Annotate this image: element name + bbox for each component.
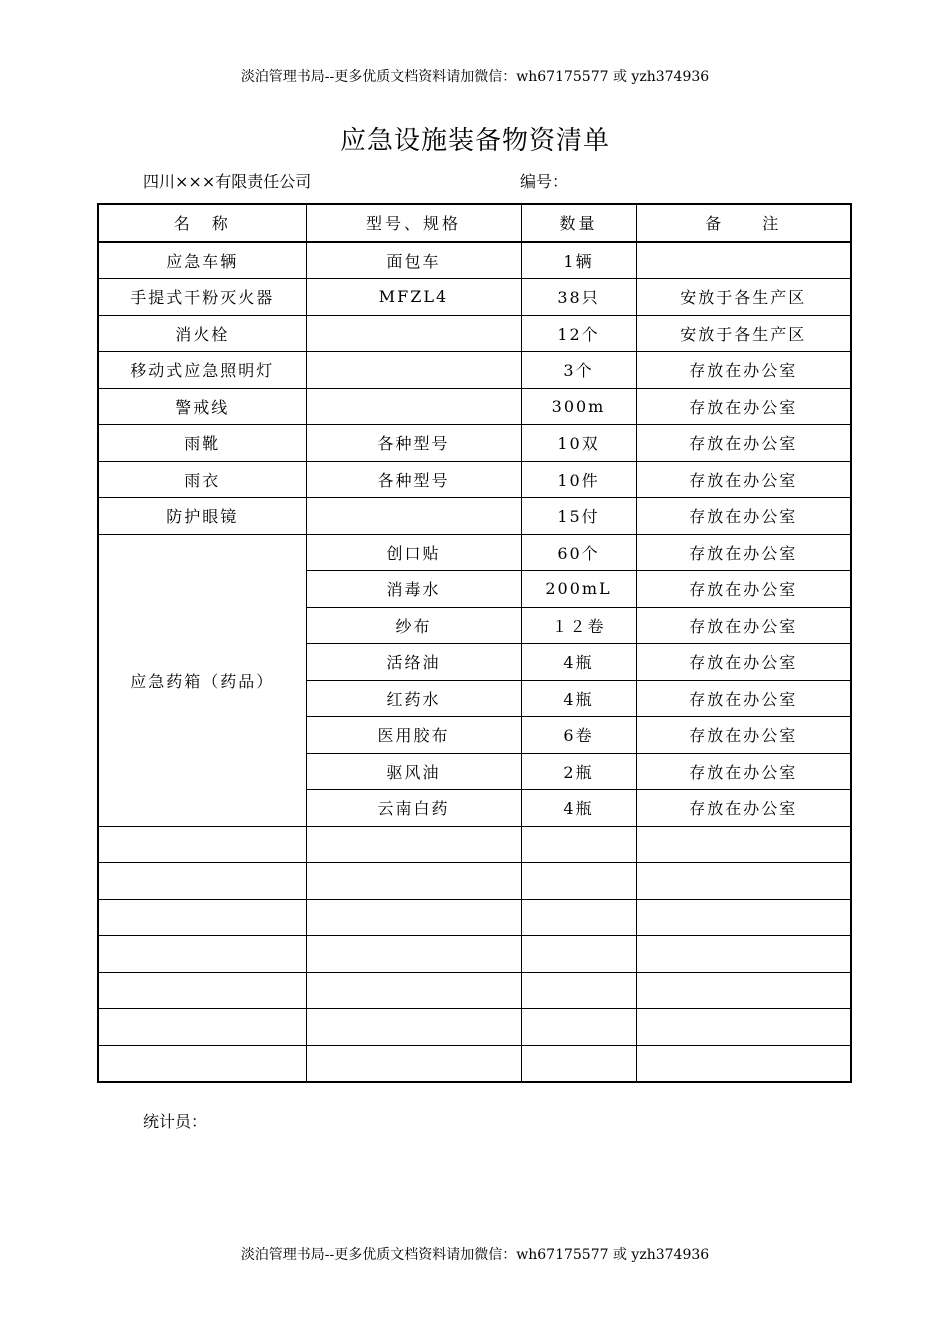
cell-spec: [306, 388, 521, 425]
footer-note: 淡泊管理书局--更多优质文档资料请加微信：wh67175577 或 yzh374936: [240, 1247, 710, 1263]
empty-cell: [521, 936, 636, 973]
empty-cell: [306, 863, 521, 900]
cell-qty: 6卷: [521, 717, 636, 754]
cell-spec: [306, 498, 521, 535]
cell-qty: 10件: [521, 461, 636, 498]
cell-note: 存放在办公室: [636, 680, 851, 717]
cell-qty: 60个: [521, 534, 636, 571]
statistician-label: 统计员：: [143, 1112, 208, 1131]
empty-cell: [521, 826, 636, 863]
company-name: 四川×××有限责任公司: [143, 172, 312, 191]
cell-spec: 云南白药: [306, 790, 521, 827]
empty-cell: [521, 899, 636, 936]
empty-cell: [98, 899, 306, 936]
empty-cell: [98, 1045, 306, 1082]
empty-cell: [636, 826, 851, 863]
empty-cell: [306, 899, 521, 936]
cell-name: 手提式干粉灭火器: [98, 279, 306, 316]
empty-cell: [98, 1009, 306, 1046]
document-number-label: 编号：: [520, 172, 569, 191]
cell-qty: 4瓶: [521, 644, 636, 681]
empty-cell: [636, 1045, 851, 1082]
cell-note: 存放在办公室: [636, 461, 851, 498]
cell-spec: 面包车: [306, 242, 521, 279]
cell-qty: 2瓶: [521, 753, 636, 790]
table-row: [98, 534, 851, 571]
cell-note: 存放在办公室: [636, 388, 851, 425]
empty-row: [98, 899, 851, 936]
empty-row: [98, 1009, 851, 1046]
cell-qty: 4瓶: [521, 790, 636, 827]
cell-spec: 各种型号: [306, 461, 521, 498]
cell-note: 存放在办公室: [636, 571, 851, 608]
empty-cell: [521, 863, 636, 900]
cell-note: 存放在办公室: [636, 607, 851, 644]
cell-spec: 创口贴: [306, 534, 521, 571]
cell-name: 移动式应急照明灯: [98, 352, 306, 389]
header-note: 淡泊管理书局--更多优质文档资料请加微信：wh67175577 或 yzh374936: [240, 69, 710, 85]
empty-cell: [636, 1009, 851, 1046]
empty-cell: [521, 972, 636, 1009]
cell-qty: １２卷: [521, 607, 636, 644]
empty-cell: [636, 863, 851, 900]
cell-qty: 1辆: [521, 242, 636, 279]
table-row: [98, 315, 851, 352]
page-title: 应急设施装备物资清单: [339, 126, 610, 156]
empty-row: [98, 826, 851, 863]
empty-cell: [98, 863, 306, 900]
empty-row: [98, 936, 851, 973]
cell-spec: 纱布: [306, 607, 521, 644]
cell-spec: 消毒水: [306, 571, 521, 608]
cell-qty: 200mL: [521, 571, 636, 608]
empty-row: [98, 863, 851, 900]
cell-note: 安放于各生产区: [636, 315, 851, 352]
cell-qty: 3个: [521, 352, 636, 389]
empty-cell: [98, 972, 306, 1009]
cell-qty: 38只: [521, 279, 636, 316]
table-row: [98, 461, 851, 498]
cell-spec: [306, 352, 521, 389]
cell-spec: 活络油: [306, 644, 521, 681]
cell-note: 存放在办公室: [636, 644, 851, 681]
cell-note: 存放在办公室: [636, 534, 851, 571]
cell-name: 应急车辆: [98, 242, 306, 279]
cell-note: 存放在办公室: [636, 753, 851, 790]
cell-spec: [306, 315, 521, 352]
empty-cell: [98, 826, 306, 863]
cell-qty: 4瓶: [521, 680, 636, 717]
empty-cell: [521, 1045, 636, 1082]
empty-cell: [306, 1045, 521, 1082]
cell-note: [636, 242, 851, 279]
column-header-qty: 数量: [521, 204, 636, 242]
cell-kit-name: 应急药箱（药品）: [98, 534, 306, 826]
table-row: [98, 388, 851, 425]
cell-note: 安放于各生产区: [636, 279, 851, 316]
empty-row: [98, 972, 851, 1009]
cell-name: 雨靴: [98, 425, 306, 462]
cell-name: 防护眼镜: [98, 498, 306, 535]
cell-spec: MFZL4: [306, 279, 521, 316]
cell-note: 存放在办公室: [636, 498, 851, 535]
empty-cell: [306, 936, 521, 973]
column-header-note: 备 注: [636, 204, 851, 242]
cell-qty: 15付: [521, 498, 636, 535]
empty-cell: [636, 899, 851, 936]
empty-cell: [636, 936, 851, 973]
empty-cell: [306, 972, 521, 1009]
cell-note: 存放在办公室: [636, 790, 851, 827]
empty-cell: [636, 972, 851, 1009]
empty-cell: [306, 826, 521, 863]
table-row: [98, 242, 851, 279]
empty-cell: [306, 1009, 521, 1046]
inventory-table: [97, 203, 852, 1083]
table-row: [98, 279, 851, 316]
cell-spec: 医用胶布: [306, 717, 521, 754]
column-header-name: 名 称: [98, 204, 306, 242]
cell-spec: 驱风油: [306, 753, 521, 790]
table-row: [98, 498, 851, 535]
cell-spec: 各种型号: [306, 425, 521, 462]
cell-qty: 300m: [521, 388, 636, 425]
table-header-row: [98, 204, 851, 242]
table-row: [98, 352, 851, 389]
cell-spec: 红药水: [306, 680, 521, 717]
empty-row: [98, 1045, 851, 1082]
cell-note: 存放在办公室: [636, 425, 851, 462]
table-row: [98, 425, 851, 462]
cell-note: 存放在办公室: [636, 717, 851, 754]
cell-qty: 10双: [521, 425, 636, 462]
empty-cell: [521, 1009, 636, 1046]
cell-name: 警戒线: [98, 388, 306, 425]
empty-cell: [98, 936, 306, 973]
cell-qty: 12个: [521, 315, 636, 352]
cell-note: 存放在办公室: [636, 352, 851, 389]
cell-name: 雨衣: [98, 461, 306, 498]
column-header-spec: 型号、规格: [306, 204, 521, 242]
cell-name: 消火栓: [98, 315, 306, 352]
